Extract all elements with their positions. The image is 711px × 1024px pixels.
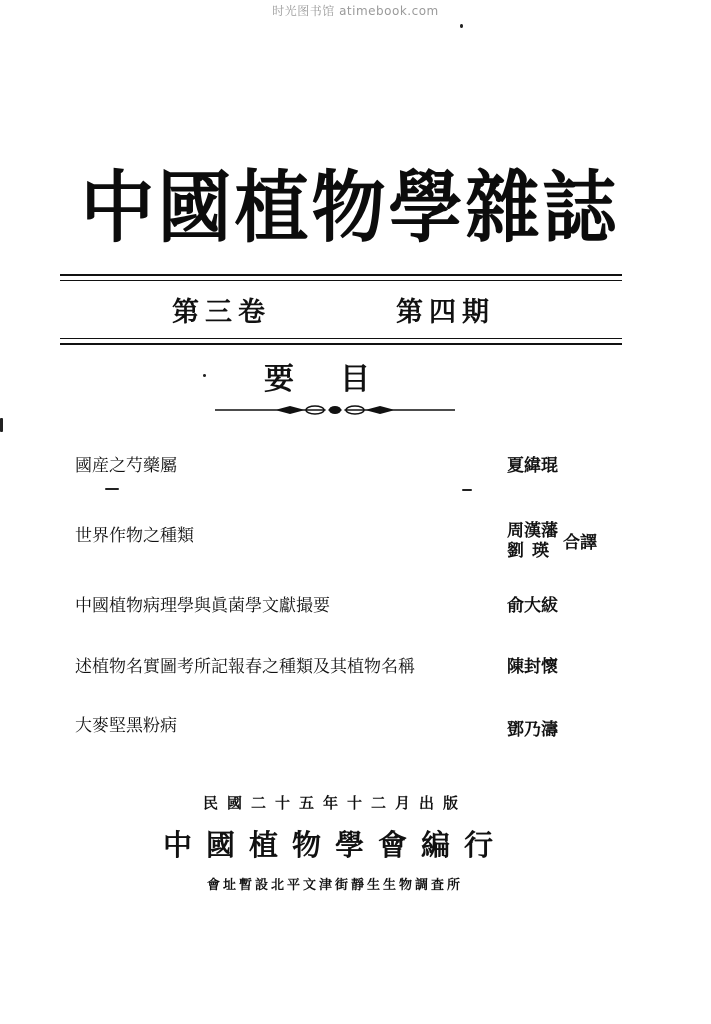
scan-speck xyxy=(105,488,119,490)
toc-joint-authors xyxy=(507,520,627,568)
toc-author: 陳封懷 xyxy=(507,657,558,677)
scan-speck xyxy=(460,24,463,28)
scan-speck xyxy=(0,418,3,432)
watermark-text: 时光图书馆 atimebook.com xyxy=(272,4,439,18)
toc-author: 夏緯琨 xyxy=(507,456,558,476)
scan-speck xyxy=(203,374,206,377)
toc-entry-3 xyxy=(75,592,635,622)
bottom-double-rule-lower xyxy=(60,343,622,345)
top-double-rule-lower xyxy=(60,280,622,281)
toc-title: 世界作物之種類 xyxy=(75,526,194,546)
scan-speck xyxy=(462,489,472,491)
toc-title: 述植物名實圖考所記報春之種類及其植物名稱 xyxy=(75,657,415,677)
ornamental-divider xyxy=(215,403,455,417)
bottom-double-rule-upper xyxy=(60,338,622,339)
publication-date: 民國二十五年十二月出版 xyxy=(202,794,467,812)
publisher-name: 中國植物學會編行 xyxy=(162,828,507,862)
toc-title: 國産之芍藥屬 xyxy=(75,456,177,476)
toc-author: 周漢藩 xyxy=(507,521,558,541)
issue-number-label: 第四期 xyxy=(396,297,495,328)
top-double-rule-upper xyxy=(60,274,622,276)
contents-heading: 要目 xyxy=(264,362,416,397)
journal-masthead: 中國植物學雜誌 xyxy=(80,162,620,254)
toc-entry-1 xyxy=(75,452,635,482)
toc-entry-2 xyxy=(75,520,635,570)
toc-author-role: 合譯 xyxy=(563,533,597,553)
toc-title: 中國植物病理學與眞菌學文獻撮要 xyxy=(75,596,330,616)
publisher-address: 會址暫設北平文津街靜生生物調査所 xyxy=(206,878,463,893)
toc-entry-4 xyxy=(75,653,635,683)
toc-title: 大麥堅黑粉病 xyxy=(75,716,177,736)
volume-label: 第三卷 xyxy=(172,297,271,328)
toc-author: 劉瑛 xyxy=(507,541,557,561)
toc-entry-5 xyxy=(75,712,635,742)
toc-author: 鄧乃濤 xyxy=(507,720,558,740)
toc-author: 俞大紱 xyxy=(507,596,558,616)
